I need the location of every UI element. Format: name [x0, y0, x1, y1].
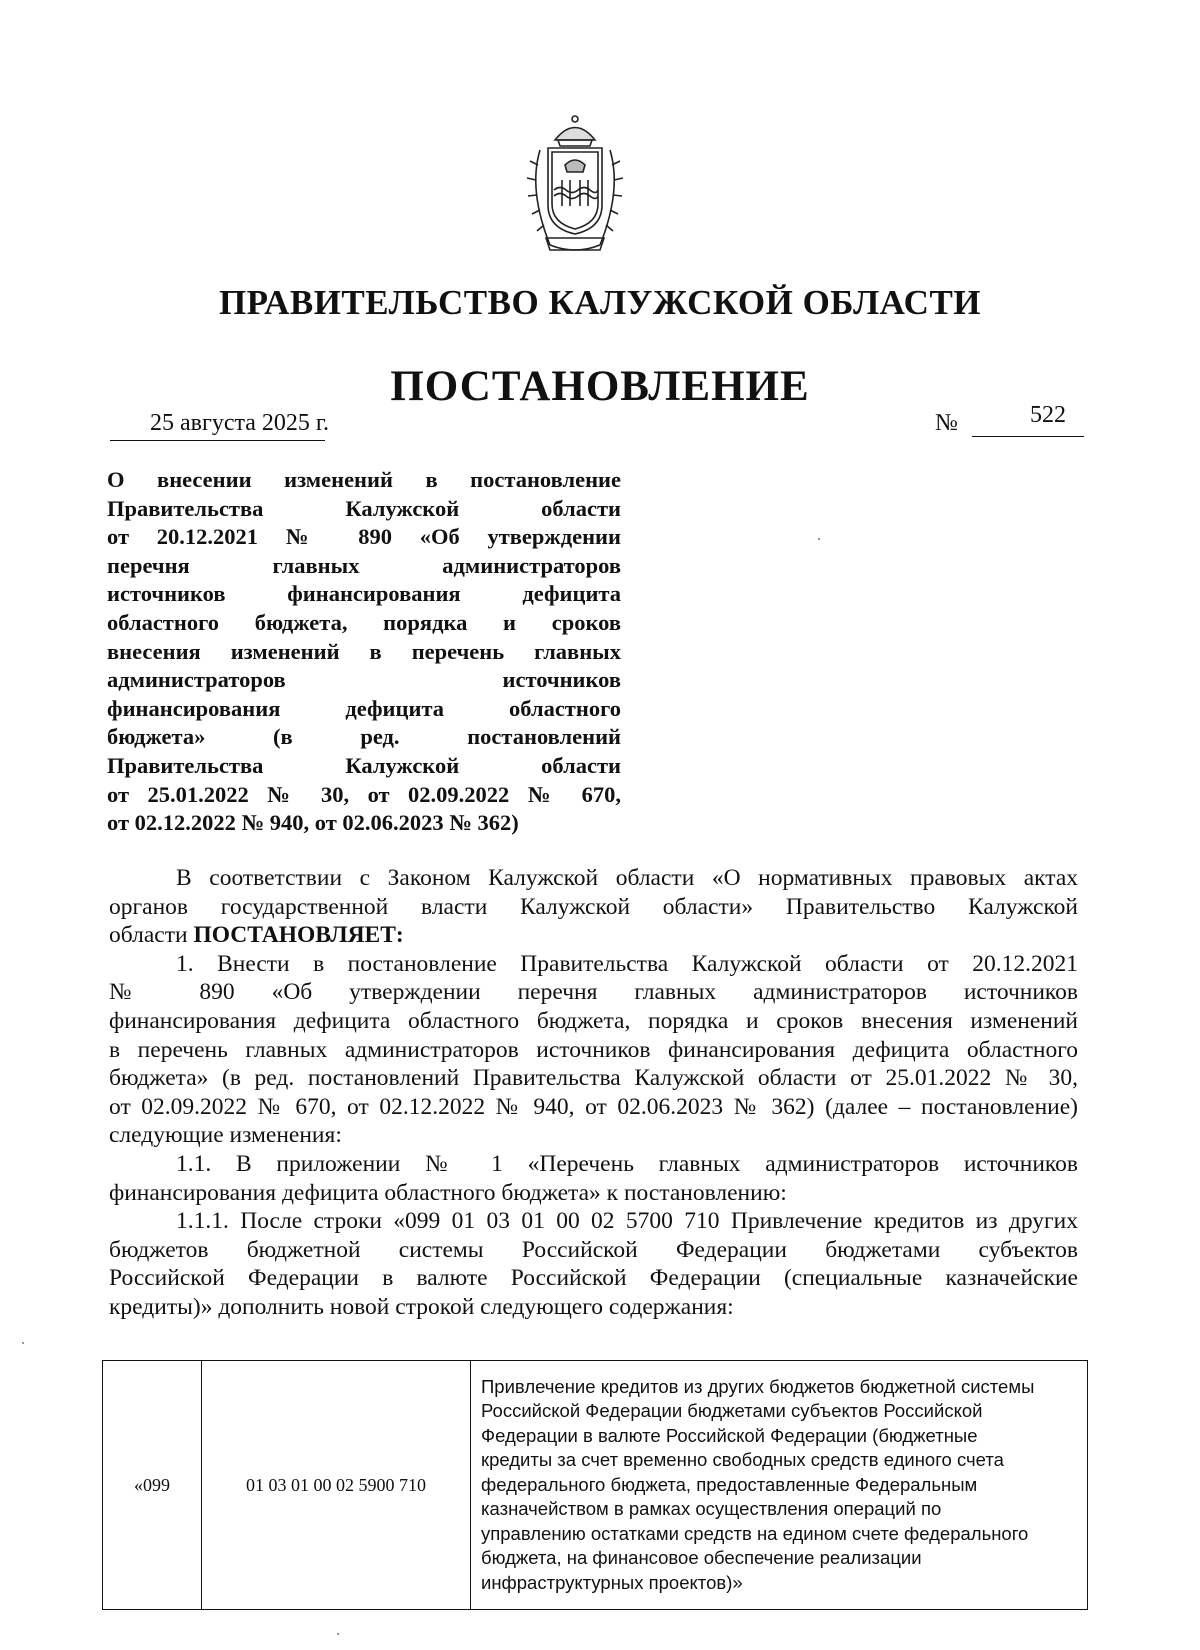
document-body — [109, 864, 1078, 1322]
body-line: 1.1. В приложении № 1 «Перечень главных администраторов источников — [176, 1150, 1078, 1177]
body-line: 1.1.1. После строки «099 01 03 01 00 02 5700 710 Привлечение кредитов из других — [176, 1208, 1078, 1235]
scan-speck — [818, 538, 820, 540]
scan-speck — [337, 1633, 339, 1635]
number-underline — [972, 436, 1084, 437]
subject-line: финансирования дефицита областного — [107, 695, 621, 721]
subject-line: О внесении изменений в постановление — [107, 467, 621, 492]
description-line: федерального бюджета, предоставленные Федеральным — [481, 1473, 978, 1495]
subject-line: администраторов источников — [107, 667, 621, 693]
body-line: следующие изменения: — [109, 1122, 342, 1149]
subject-line: Правительства Калужской области — [107, 752, 621, 778]
government-title: ПРАВИТЕЛЬСТВО КАЛУЖСКОЙ ОБЛАСТИ — [218, 283, 982, 322]
body-line: № 890 «Об утверждении перечня главных администраторов источников — [109, 979, 1078, 1006]
document-subject — [107, 466, 621, 838]
subject-line: областного бюджета, порядка и сроков — [107, 609, 621, 635]
description-line: инфраструктурных проектов)» — [481, 1571, 743, 1593]
description-line: бюджета, на финансовое обеспечение реализации — [481, 1547, 922, 1569]
number-sign: № — [935, 410, 958, 436]
description-cell — [471, 1361, 1088, 1610]
body-line: органов государственной власти Калужской области» Правительство Калужской — [109, 893, 1078, 920]
body-line: от 02.09.2022 № 670, от 02.12.2022 № 940, от 02.06.2023 № 362) (далее – постановление) — [109, 1093, 1078, 1120]
subject-line: бюджета» (в ред. постановлений — [107, 724, 621, 750]
description-line: Российской Федерации бюджетами субъектов Российской — [481, 1400, 983, 1422]
body-line-resolution — [109, 921, 1078, 950]
description-line: кредиты за счет временно свободных средств единого счета — [481, 1449, 1004, 1471]
resolves-keyword: ПОСТАНОВЛЯЕТ: — [193, 922, 404, 949]
body-line: В соответствии с Законом Калужской области «О нормативных правовых актах — [176, 865, 1078, 891]
coat-of-arms-emblem — [510, 110, 640, 260]
source-code-cell: 01 03 01 00 02 5900 710 — [202, 1361, 471, 1610]
subject-line: от 02.12.2022 № 940, от 02.06.2023 № 362) — [107, 810, 519, 836]
body-line: бюджета» (в ред. постановлений Правительства Калужской области от 25.01.2022 № 30, — [109, 1065, 1078, 1092]
document-number: 522 — [1030, 402, 1066, 428]
body-line: бюджетов бюджетной системы Российской Федерации бюджетами субъектов — [109, 1236, 1078, 1263]
description-line: Привлечение кредитов из других бюджетов бюджетной системы — [481, 1375, 1035, 1397]
subject-line: источников финансирования дефицита — [107, 581, 621, 607]
body-line: кредиты)» дополнить новой строкой следующего содержания: — [109, 1293, 734, 1320]
body-line: финансирования дефицита областного бюджета, порядка и сроков внесения изменений — [109, 1007, 1078, 1034]
description-line: управлению остатками средств на едином счете федерального — [481, 1522, 1029, 1544]
document-type: ПОСТАНОВЛЕНИЕ — [390, 363, 810, 410]
subject-line: от 20.12.2021 № 890 «Об утверждении — [107, 524, 621, 550]
sources-table — [102, 1360, 1088, 1610]
admin-code-cell: «099 — [103, 1361, 202, 1610]
description-line: Федерации в валюте Российской Федерации (бюджетные — [481, 1424, 978, 1446]
subject-line: внесения изменений в перечень главных — [107, 638, 621, 664]
body-line: 1. Внести в постановление Правительства Калужской области от 20.12.2021 — [176, 950, 1078, 977]
preamble-end: области — [109, 922, 194, 949]
subject-line: от 25.01.2022 № 30, от 02.09.2022 № 670, — [107, 781, 621, 807]
table-row — [103, 1361, 1088, 1610]
subject-line: перечня главных администраторов — [107, 552, 621, 578]
subject-line: Правительства Калужской области — [107, 495, 621, 521]
date-underline — [110, 440, 325, 441]
description-line: казначейством в рамках осуществления операций по — [481, 1498, 942, 1520]
scan-speck — [22, 1342, 24, 1344]
body-line: финансирования дефицита областного бюджета» к постановлению: — [109, 1179, 787, 1206]
body-line: Российской Федерации в валюте Российской Федерации (специальные казначейские — [109, 1265, 1078, 1292]
document-date: 25 августа 2025 г. — [150, 410, 330, 436]
body-line: в перечень главных администраторов источников финансирования дефицита областного — [109, 1036, 1078, 1063]
